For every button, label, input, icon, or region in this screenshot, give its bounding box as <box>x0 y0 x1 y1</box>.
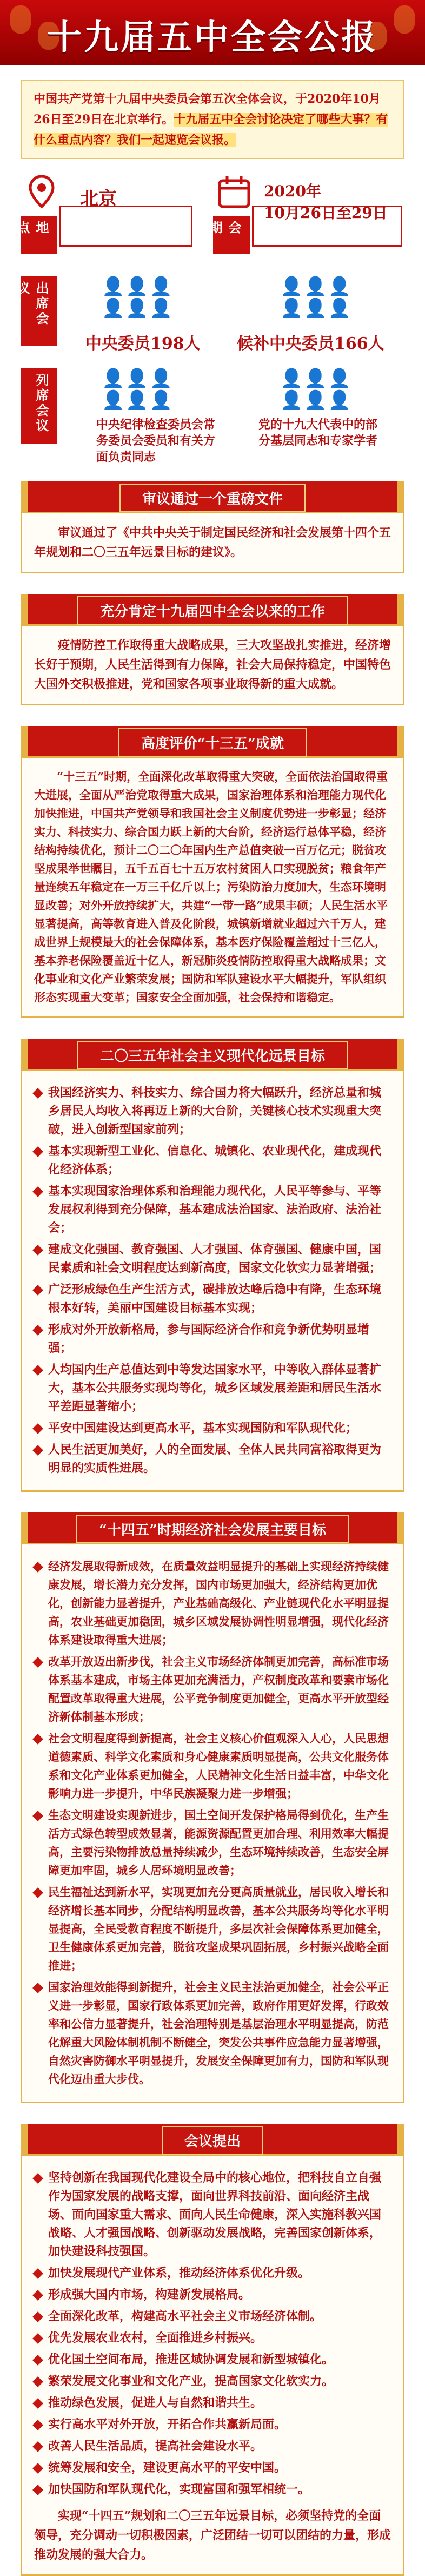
attend-alternate: 候补中央委员166人 <box>237 334 384 353</box>
place-time-row <box>15 173 404 254</box>
list-item: 坚持创新在我国现代化建设全局中的核心地位，把科技自立自强作为国家发展的战略支撑，面向世界科技前沿、面向经济主战场、面向国家重大需求、面向人民生命健康，深入实施科教兴国战略、人才强国战略、创新驱动发展战略，完善国家创新体系，加快建设科技强国。 <box>34 2169 391 2261</box>
section-title: 会议提出 <box>162 2126 263 2155</box>
list-item: 统筹发展和安全，建设更高水平的平安中国。 <box>34 2459 391 2477</box>
observe-left: 中央纪律检查委员会常务委员会委员和有关方面负责同志 <box>96 418 216 464</box>
list-item: 人均国内生产总值达到中等发达国家水平，中等收入群体显著扩大，基本公共服务实现均等化，城乡区域发展差距和居民生活水平差距显著缩小； <box>34 1360 391 1416</box>
list-item: 建成文化强国、教育强国、人才强国、体育强国、健康中国，国民素质和社会文明程度达到新高度，国家文化软实力显著增强； <box>34 1240 391 1277</box>
people-group-icon: 👤👤👤 👤👤👤 <box>280 276 353 319</box>
section-bar <box>21 594 404 624</box>
place-frame <box>59 206 192 247</box>
section-title: “十四五”时期经济社会发展主要目标 <box>76 1515 349 1543</box>
section-title: 二〇三五年社会主义现代化远景目标 <box>77 1041 348 1069</box>
location-pin-icon <box>23 173 61 211</box>
list-item: 改革开放迈出新步伐，社会主义市场经济体制更加完善，高标准市场体系基本建成，市场主体更加充满活力，产权制度改革和要素市场化配置改革取得重大进展，公平竞争制度更加健全，更高水平开放型经济新体制基本形成； <box>34 1653 391 1726</box>
time-value: 2020年 10月26日至29日 <box>264 182 388 222</box>
attend-row <box>15 276 404 357</box>
section-bar <box>21 2124 404 2154</box>
people-group-icon: 👤👤👤 👤👤👤 <box>280 368 353 411</box>
closing-statement: 实现“十四五”规划和二〇三五年远景目标，必须坚持党的全面领导，充分调动一切积极因素，广泛团结一切可以团结的力量，形成推动发展的强大合力。 <box>34 2509 391 2562</box>
section-bar <box>21 1039 404 1069</box>
list-item: 改善人民生活品质，提高社会建设水平。 <box>34 2437 391 2455</box>
list-item: 经济发展取得新成效，在质量效益明显提升的基础上实现经济持续健康发展，增长潜力充分发挥，国内市场更加强大，经济结构更加优化，创新能力显著提升，产业基础高级化、产业链现代化水平明显提高，农业基础更加稳固，城乡区域发展协调性明显增强，现代化经济体系建设取得重大进展； <box>34 1557 391 1649</box>
list-item: 平安中国建设达到更高水平，基本实现国防和军队现代化； <box>34 1419 391 1437</box>
section-content: 审议通过了《中共中央关于制定国民经济和社会发展第十四个五年规划和二〇三五年远景目标的建议》。 <box>21 512 404 573</box>
goals-145-list <box>21 1543 404 2103</box>
list-item: 生态文明建设实现新进步，国土空间开发保护格局得到优化，生产生活方式绿色转型成效显著，能源资源配置更加合理、利用效率大幅提高，主要污染物排放总量持续减少，生态环境持续改善，生态安全屏障更加牢固，城乡人居环境明显改善； <box>34 1806 391 1880</box>
list-item: 优先发展农业农村，全面推进乡村振兴。 <box>34 2329 391 2347</box>
place-tag: 地点 <box>21 216 57 254</box>
intro-text-b: 十九届五中全会讨论决定了哪些大事？有什么重点内容？我们一起速览会议报。 <box>34 113 388 147</box>
list-item: 推动绿色发展，促进人与自然和谐共生。 <box>34 2394 391 2412</box>
list-item: 加快发展现代产业体系，推动经济体系优化升级。 <box>34 2264 391 2282</box>
list-item: 优化国土空间布局，推进区域协调发展和新型城镇化。 <box>34 2350 391 2369</box>
section-title: 高度评价“十三五”成就 <box>118 728 307 757</box>
section-content: 疫情防控工作取得重大战略成果，三大攻坚战扎实推进，经济增长好于预期，人民生活得到有力保障，社会大局保持稳定，中国特色大国外交积极推进，党和国家各项事业取得新的重大成就。 <box>21 624 404 705</box>
section-bar <box>21 726 404 756</box>
intro-text <box>21 80 404 159</box>
attend-central: 中央委员198人 <box>85 334 201 353</box>
calendar-icon <box>215 173 253 211</box>
section-content: “十三五”时期，全面深化改革取得重大突破，全面依法治国取得重大进展，全面从严治党取得重大成果，国家治理体系和治理能力现代化加快推进，中国共产党领导和我国社会主义制度优势进一步彰显；经济实力、科技实力、综合国力跃上新的大台阶，经济运行总体平稳，经济结构持续优化，预计二〇二〇年国内生产总值突破一百万亿元；脱贫攻坚成果举世瞩目，五千五百七十五万农村贫困人口实现脱贫；粮食年产量连续五年稳定在一万三千亿斤以上；污染防治力度加大，生态环境明显改善；对外开放持续扩大，共建“一带一路”成果丰硕；人民生活水平显著提高，高等教育进入普及化阶段，城镇新增就业超过六千万人，建成世界上规模最大的社会保障体系，基本医疗保险覆盖超过十三亿人，基本养老保险覆盖近十亿人，新冠肺炎疫情防控取得重大战略成果；文化事业和文化产业繁荣发展；国防和军队建设水平大幅提升，军队组织形态实现重大变革；国家安全全面加强，社会保持和谐稳定。 <box>21 756 404 1018</box>
list-item: 基本实现国家治理体系和治理能力现代化，人民平等参与、平等发展权利得到充分保障，基本建成法治国家、法治政府、法治社会； <box>34 1182 391 1237</box>
time-tag: 会期 <box>213 216 250 254</box>
list-item: 加快国防和军队现代化，实现富国和强军相统一。 <box>34 2480 391 2499</box>
list-item: 广泛形成绿色生产生活方式，碳排放达峰后稳中有降，生态环境根本好转，美丽中国建设目标基本实现； <box>34 1280 391 1317</box>
list-item: 全面深化改革，构建高水平社会主义市场经济体制。 <box>34 2307 391 2326</box>
list-item: 民生福祉达到新水平，实现更加充分更高质量就业，居民收入增长和经济增长基本同步，分配结构明显改善，基本公共服务均等化水平明显提高，全民受教育程度不断提升，多层次社会保障体系更加健全，卫生健康体系更加完善，脱贫攻坚成果巩固拓展，乡村振兴战略全面推进； <box>34 1883 391 1975</box>
people-group-icon: 👤👤👤 👤👤👤 <box>102 276 174 319</box>
observe-tag: 列席会议 <box>21 368 57 444</box>
section-title: 审议通过一个重磅文件 <box>119 484 306 512</box>
people-group-icon: 👤👤👤 👤👤👤 <box>102 368 174 411</box>
page-title: 十九届五中全会公报 <box>47 17 378 58</box>
list-item: 人民生活更加美好，人的全面发展、全体人民共同富裕取得更为明显的实质性进展。 <box>34 1441 391 1477</box>
list-item: 形成强大国内市场，构建新发展格局。 <box>34 2286 391 2304</box>
list-item: 实行高水平对外开放，开拓合作共赢新局面。 <box>34 2415 391 2434</box>
proposals-list <box>21 2154 404 2576</box>
section-bar <box>21 481 404 512</box>
attend-tag: 出席会议 <box>21 276 57 346</box>
list-item: 国家治理效能得到新提升，社会主义民主法治更加健全，社会公平正义进一步彰显，国家行政体系更加完善，政府作用更好发挥，行政效率和公信力显著提升，社会治理特别是基层治理水平明显提高，防范化解重大风险体制机制不断健全，突发公共事件应急能力显著增强，自然灾害防御水平明显提升，发展安全保障更加有力，国防和军队现代化迈出重大步伐。 <box>34 1978 391 2089</box>
intro-text-a: 中国共产党第十九届中央委员会第五次全体会议，于2020年10月26日至29日在北京举行。 <box>34 92 381 127</box>
list-item: 社会文明程度得到新提高，社会主义核心价值观深入人心，人民思想道德素质、科学文化素质和身心健康素质明显提高，公共文化服务体系和文化产业体系更加健全，人民精神文化生活日益丰富，中华文化影响力进一步提升，中华民族凝聚力进一步增强； <box>34 1729 391 1803</box>
observe-row <box>21 368 404 476</box>
page-header <box>0 0 425 65</box>
observe-right: 党的十九大代表中的部分基层同志和专家学者 <box>258 418 378 448</box>
goals-2035-list <box>21 1069 404 1492</box>
section-bar <box>21 1512 404 1543</box>
list-item: 繁荣发展文化事业和文化产业，提高国家文化软实力。 <box>34 2372 391 2390</box>
list-item: 基本实现新型工业化、信息化、城镇化、农业现代化，建成现代化经济体系； <box>34 1142 391 1179</box>
section-title: 充分肯定十九届四中全会以来的工作 <box>77 596 348 625</box>
list-item: 我国经济实力、科技实力、综合国力将大幅跃升，经济总量和城乡居民人均收入将再迈上新的大台阶，关键核心技术实现重大突破，进入创新型国家前列； <box>34 1084 391 1139</box>
place-value: 北京 <box>80 188 117 210</box>
list-item: 形成对外开放新格局，参与国际经济合作和竞争新优势明显增强； <box>34 1320 391 1357</box>
